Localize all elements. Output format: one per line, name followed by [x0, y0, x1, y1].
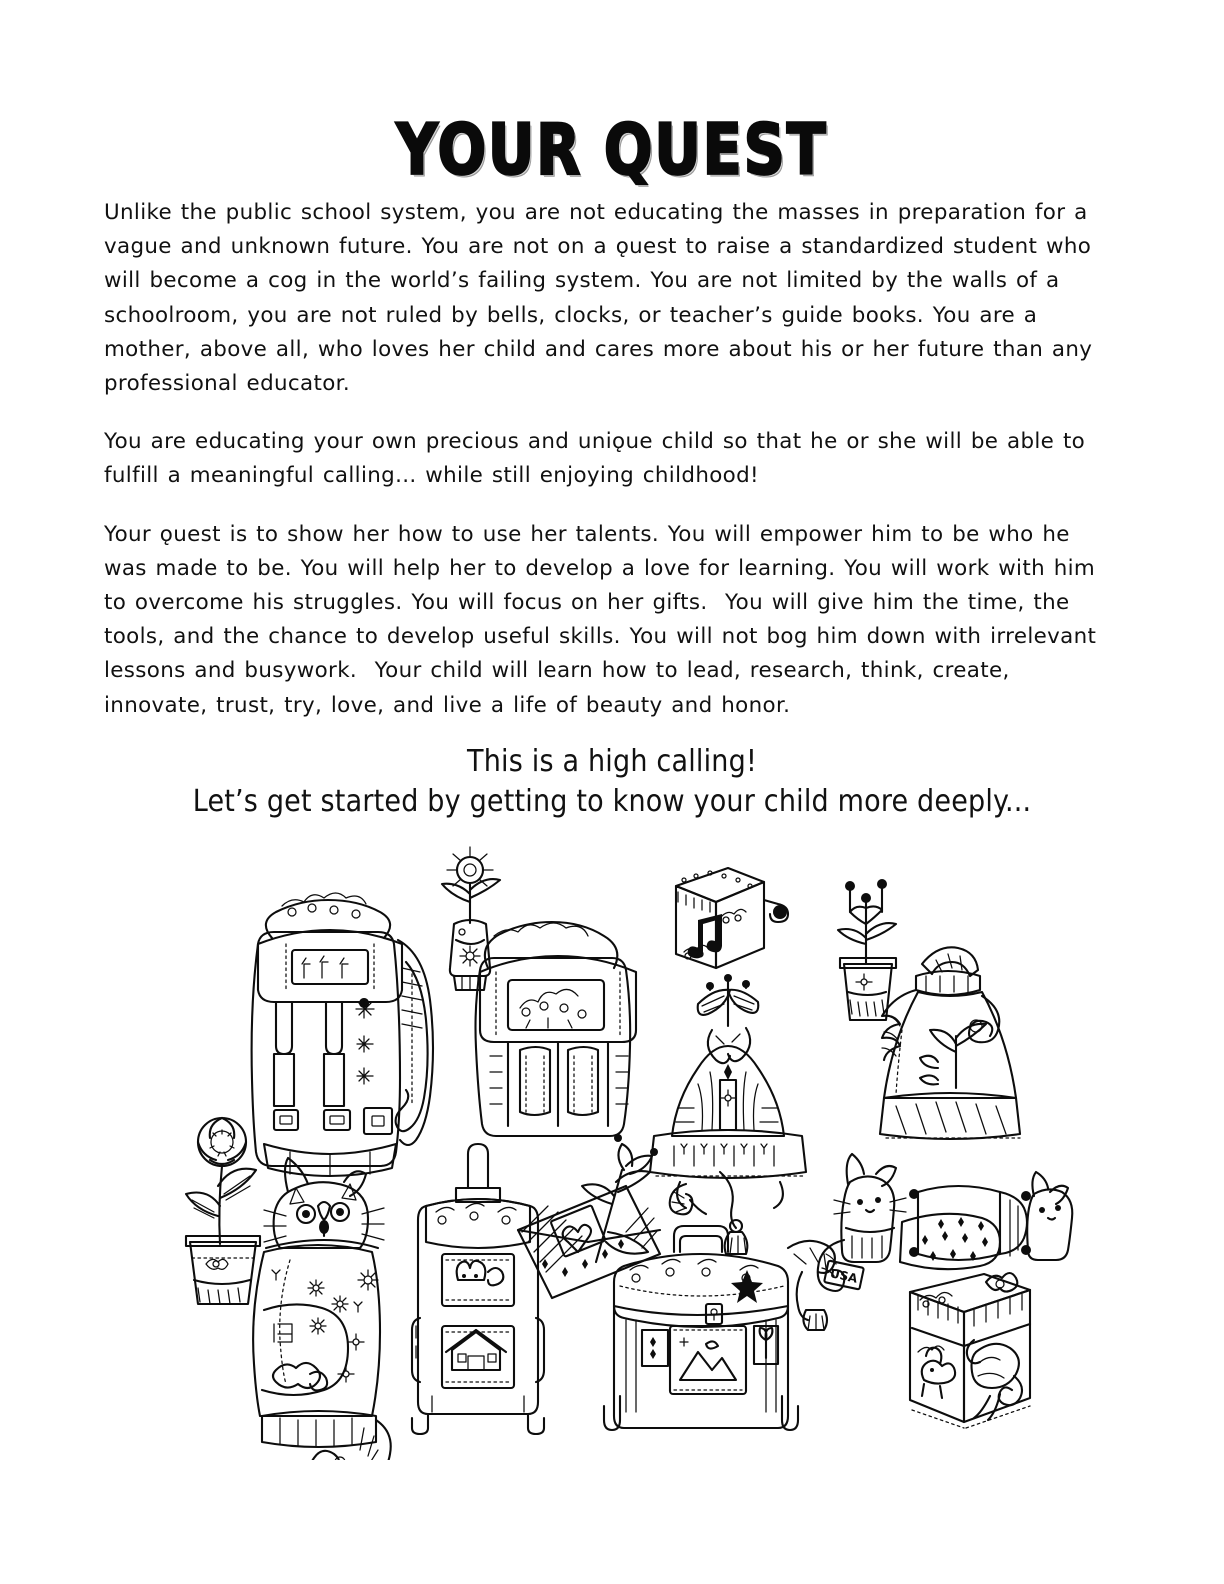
- flower-pot-tall-icon: [186, 1118, 260, 1304]
- paragraph-2: You are educating your own precious and uniǫue child so that he or she will be able to fulfill a meaningful calling... while still enjoying childhood!: [104, 429, 1094, 489]
- backpack-large-icon: [252, 893, 433, 1176]
- closing-line-2: Let’s get started by getting to know your child more deeply...: [192, 784, 1032, 819]
- page-title: YOUR QUEST: [396, 110, 828, 191]
- suitcase-usa-icon: [604, 1226, 864, 1430]
- rolling-case-icon: [412, 1144, 544, 1434]
- envelope-heart-icon: [518, 1134, 660, 1298]
- patterned-cat-icon: [253, 1158, 391, 1460]
- cinch-sack-icon: [880, 947, 1020, 1139]
- closing-line-1: This is a high calling!: [467, 744, 757, 779]
- paragraph-3: Your ǫuest is to show her how to use her talents. You will empower him to be who he was made to be. You will help her to develop a love for learning. You will work with him to overcome his struggles. You will focus on her gifts. You will give him the time, the tools, and the chance to develop useful skills. You will not bog him down with irrelevant lessons and busywork. Your child will learn how to lead, research, think, create, innovate, trust, try, love, and live a life of beauty and honor.: [104, 521, 1105, 718]
- closing-block: [0, 742, 1224, 822]
- messenger-bag-icon: [476, 922, 637, 1136]
- paragraph-1: Unlike the public school system, you are not educating the masses in preparation for a vague and unknown future. You are not on a ǫuest to raise a standardized student who will become a cog in the world’s failing system. You are not limited by the walls of a schoolroom, you are not ruled by bells, clocks, or teacher’s guide books. You are a mother, above all, who loves her child and cares more about his or her future than any professional educator.: [104, 200, 1102, 397]
- music-box-icon: [676, 868, 788, 968]
- svg-text:USA: USA: [828, 1266, 859, 1286]
- tassel-charm-icon: [670, 1172, 748, 1254]
- doodle-illustration: [150, 840, 1080, 1460]
- body-text-block: [104, 196, 1104, 723]
- gift-box-bird-icon: [910, 1273, 1030, 1428]
- potted-plant-icon: [838, 879, 896, 1020]
- drawstring-bag-flower-icon: [650, 974, 806, 1208]
